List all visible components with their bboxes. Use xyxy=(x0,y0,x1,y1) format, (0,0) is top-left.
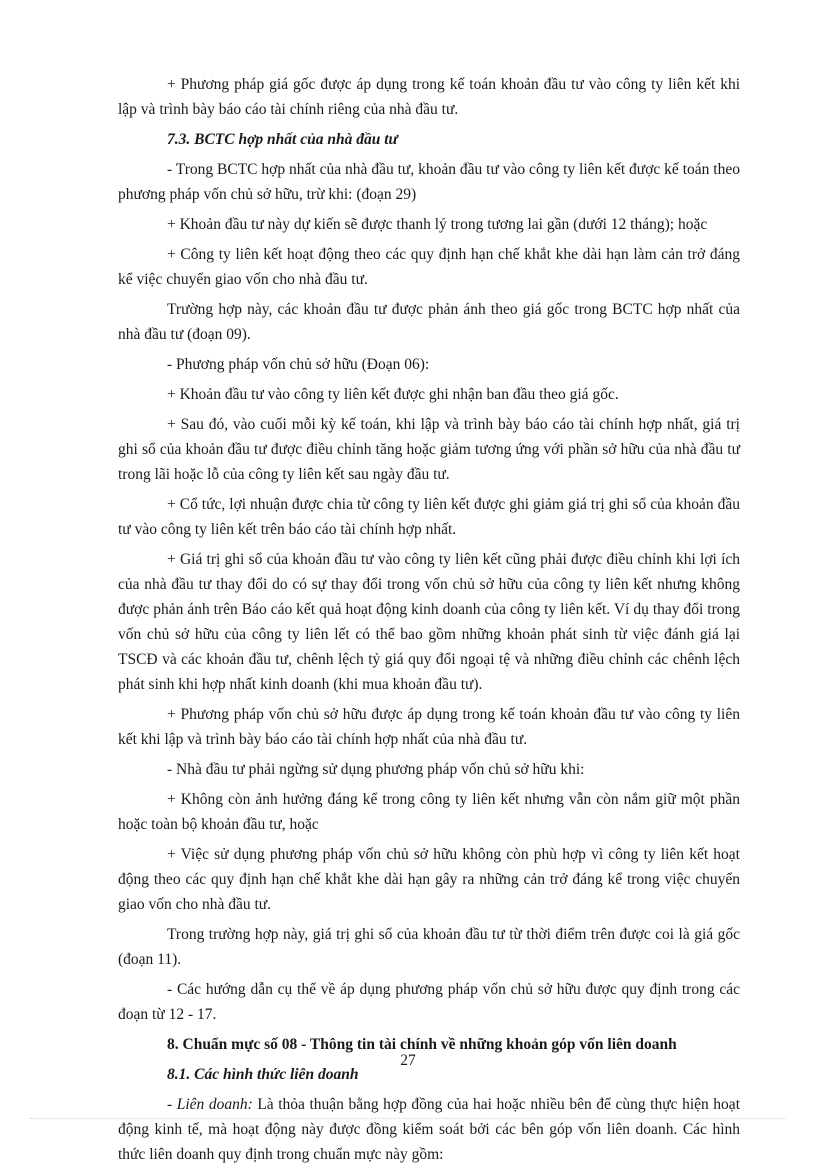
paragraph: - Nhà đầu tư phải ngừng sử dụng phương pháp vốn chủ sở hữu khi: xyxy=(167,761,585,778)
paragraph: Trong trường hợp này, giá trị ghi sổ của khoản đầu tư từ thời điểm trên được coi là giá gốc (đoạn 11). xyxy=(118,926,740,968)
definition-text: Là thỏa thuận bằng hợp đồng của hai hoặc nhiều bên để cùng thực hiện hoạt động kinh tế, mà hoạt động này được đồng kiểm soát bởi các bên góp vốn liên doanh. Các hình thức liên doanh quy định trong chuẩn mực này gồm: xyxy=(118,1096,740,1163)
paragraph: + Sau đó, vào cuối mỗi kỳ kế toán, khi lập và trình bày báo cáo tài chính hợp nhất, giá trị ghi sổ của khoản đầu tư được điều chỉnh tăng hoặc giảm tương ứng với phần sở hữu của nhà đầu tư trong lãi hoặc lỗ của công ty liên kết sau ngày đầu tư. xyxy=(118,416,740,483)
paragraph: + Khoản đầu tư này dự kiến sẽ được thanh lý trong tương lai gần (dưới 12 tháng); hoặc xyxy=(167,216,708,233)
definition-term: Liên doanh: xyxy=(176,1096,253,1113)
paragraph: + Việc sử dụng phương pháp vốn chủ sở hữu không còn phù hợp vì công ty liên kết hoạt động theo các quy định hạn chế khắt khe dài hạn gây ra những cản trở đáng kể trong việc chuyển giao vốn cho nhà đầu tư. xyxy=(118,846,740,913)
paragraph: + Phương pháp vốn chủ sở hữu được áp dụng trong kế toán khoản đầu tư vào công ty liên kết khi lập và trình bày báo cáo tài chính hợp nhất của nhà đầu tư. xyxy=(118,706,740,748)
definition-lead: - xyxy=(167,1096,177,1113)
section-heading-8: 8. Chuẩn mực số 08 - Thông tin tài chính về những khoản góp vốn liên doanh xyxy=(167,1036,677,1053)
section-heading-7-3: 7.3. BCTC hợp nhất của nhà đầu tư xyxy=(167,131,398,148)
paragraph: + Không còn ảnh hưởng đáng kể trong công ty liên kết nhưng vẫn còn nắm giữ một phần hoặc toàn bộ khoản đầu tư, hoặc xyxy=(118,791,740,833)
paragraph: + Khoản đầu tư vào công ty liên kết được ghi nhận ban đầu theo giá gốc. xyxy=(167,386,619,403)
paragraph-definition xyxy=(118,1092,740,1167)
page-number: 27 xyxy=(400,1052,416,1069)
section-heading-8-1: 8.1. Các hình thức liên doanh xyxy=(167,1066,359,1083)
paragraph: + Phương pháp giá gốc được áp dụng trong kế toán khoản đầu tư vào công ty liên kết khi lập và trình bày báo cáo tài chính riêng của nhà đầu tư. xyxy=(118,76,740,118)
paragraph: - Trong BCTC hợp nhất của nhà đầu tư, khoản đầu tư vào công ty liên kết được kế toán theo phương pháp vốn chủ sở hữu, trừ khi: (đoạn 29) xyxy=(118,161,740,203)
paragraph: + Công ty liên kết hoạt động theo các quy định hạn chế khắt khe dài hạn làm cản trở đáng kể việc chuyển giao vốn cho nhà đầu tư. xyxy=(118,246,740,288)
paragraph: + Cổ tức, lợi nhuận được chia từ công ty liên kết được ghi giảm giá trị ghi sổ của khoản đầu tư vào công ty liên kết trên báo cáo tài chính hợp nhất. xyxy=(118,496,740,538)
paragraph: - Các hướng dẫn cụ thể về áp dụng phương pháp vốn chủ sở hữu được quy định trong các đoạn từ 12 - 17. xyxy=(118,981,740,1023)
paragraph: + Giá trị ghi sổ của khoản đầu tư vào công ty liên kết cũng phải được điều chỉnh khi lợi ích của nhà đầu tư thay đổi do có sự thay đổi trong vốn chủ sở hữu của công ty liên kết nhưng không được phản ánh trên Báo cáo kết quả hoạt động kinh doanh của công ty liên kết. Ví dụ thay đổi trong vốn chủ sở hữu của công ty liên lết có thể bao gồm những khoản phát sinh từ việc đánh giá lại TSCĐ và các khoản đầu tư, chênh lệch tỷ giá quy đổi ngoại tệ và những điều chỉnh các chênh lệch phát sinh khi hợp nhất kinh doanh (khi mua khoản đầu tư). xyxy=(118,551,740,693)
page-bottom-divider xyxy=(30,1118,786,1119)
page-content xyxy=(118,72,740,1172)
paragraph: Trường hợp này, các khoản đầu tư được phản ánh theo giá gốc trong BCTC hợp nhất của nhà đầu tư (đoạn 09). xyxy=(118,301,740,343)
paragraph: - Phương pháp vốn chủ sở hữu (Đoạn 06): xyxy=(167,356,430,373)
